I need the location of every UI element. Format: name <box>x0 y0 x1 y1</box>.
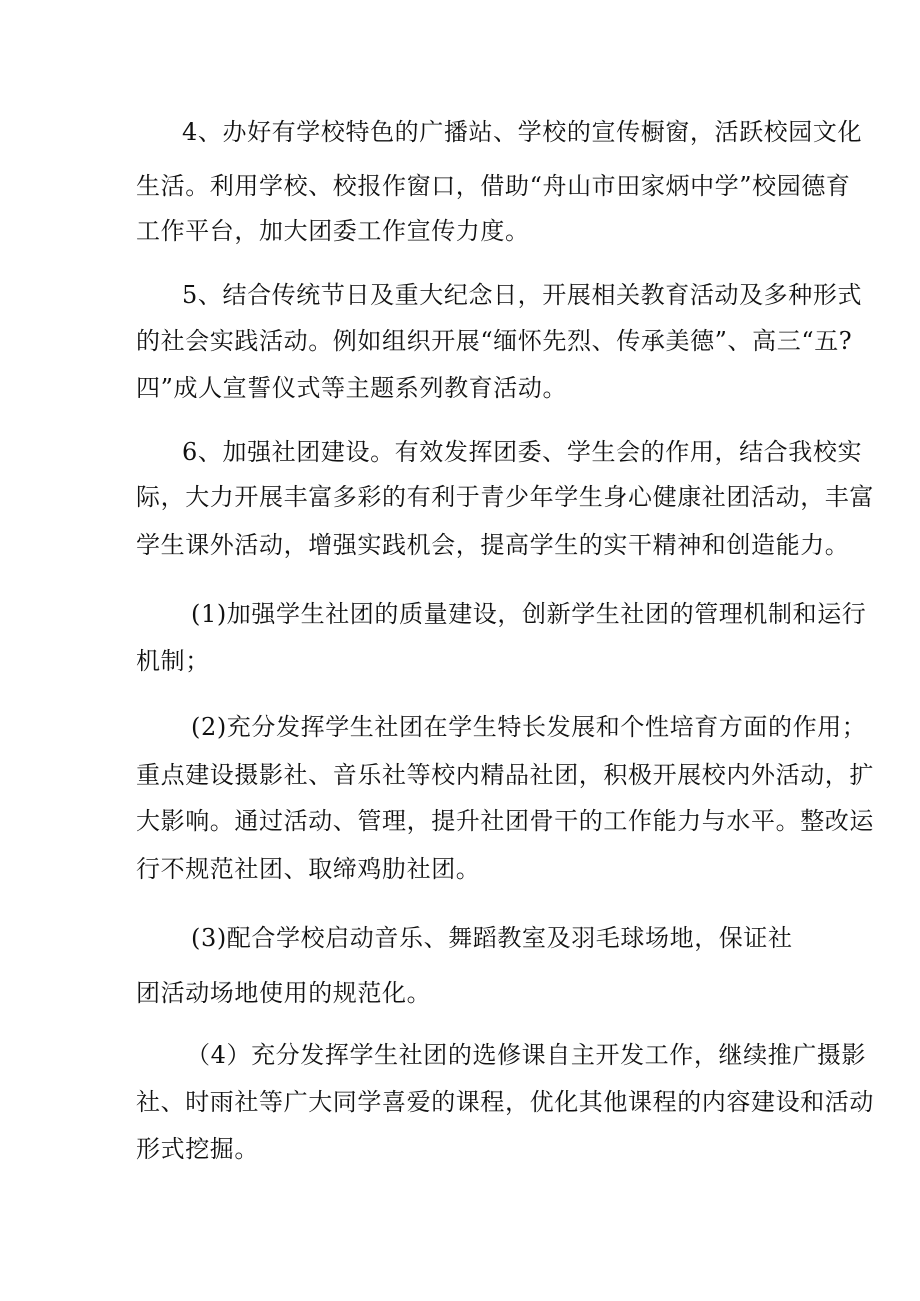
paragraph-line: 5、结合传统节日及重大纪念日，开展相关教育活动及多种形式 <box>182 281 863 309</box>
paragraph-line: 生活。利用学校、校报作窗口，借助“舟山市田家炳中学”校园德育 <box>136 172 851 200</box>
paragraph-line: 机制； <box>136 647 210 675</box>
paragraph-line: 重点建设摄影社、音乐社等校内精品社团，积极开展校内外活动，扩 <box>136 761 874 789</box>
paragraph-line: (3)配合学校启动音乐、舞蹈教室及羽毛球场地，保证社 <box>191 924 793 952</box>
paragraph-line: 行不规范社团、取缔鸡肋社团。 <box>136 855 481 883</box>
paragraph-line: 社、时雨社等广大同学喜爱的课程，优化其他课程的内容建设和活动 <box>136 1088 874 1116</box>
paragraph-line: 四”成人宣誓仪式等主题系列教育活动。 <box>136 374 568 402</box>
paragraph-line: (1)加强学生社团的质量建设，创新学生社团的管理机制和运行 <box>191 600 867 628</box>
paragraph-line: （4）充分发挥学生社团的选修课自主开发工作，继续推广摄影 <box>186 1041 867 1069</box>
paragraph-line: 形式挖掘。 <box>136 1135 259 1163</box>
paragraph-line: 大影响。通过活动、管理，提升社团骨干的工作能力与水平。整改运 <box>136 807 874 835</box>
paragraph-line: 的社会实践活动。例如组织开展“缅怀先烈、传承美德”、高三“五? <box>136 327 853 355</box>
paragraph-line: 6、加强社团建设。有效发挥团委、学生会的作用，结合我校实 <box>182 438 863 466</box>
paragraph-line: 学生课外活动，增强实践机会，提高学生的实干精神和创造能力。 <box>136 531 850 559</box>
paragraph-line: 工作平台，加大团委工作宣传力度。 <box>136 217 530 245</box>
paragraph-line: (2)充分发挥学生社团在学生特长发展和个性培育方面的作用； <box>191 713 867 741</box>
paragraph-line: 际，大力开展丰富多彩的有利于青少年学生身心健康社团活动，丰富 <box>136 483 874 511</box>
paragraph-line: 4、办好有学校特色的广播站、学校的宣传橱窗，活跃校园文化 <box>182 118 863 146</box>
paragraph-line: 团活动场地使用的规范化。 <box>136 979 432 1007</box>
